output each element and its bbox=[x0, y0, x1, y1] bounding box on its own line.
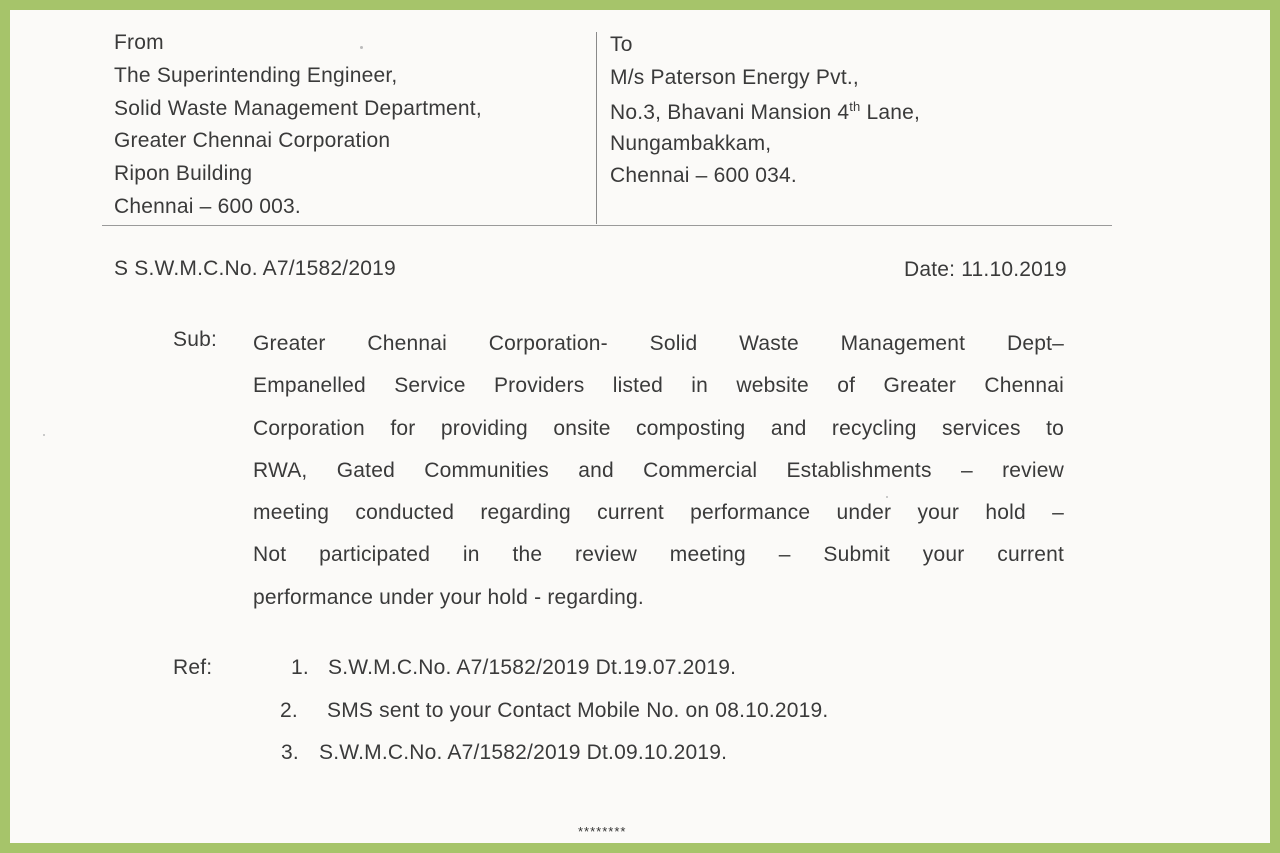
to-street-suffix: Lane, bbox=[860, 101, 921, 124]
reference-number: S S.W.M.C.No. A7/1582/2019 bbox=[114, 257, 396, 280]
reference-item-text: SMS sent to your Contact Mobile No. on 08.10.2019. bbox=[327, 699, 829, 722]
scan-speck bbox=[360, 46, 363, 49]
reference-item-number: 3. bbox=[281, 741, 299, 764]
subject-line: meeting conducted regarding current performance under your hold – bbox=[253, 501, 1064, 525]
from-line: Chennai – 600 003. bbox=[114, 195, 301, 218]
to-line bbox=[610, 99, 920, 125]
subject-line: RWA, Gated Communities and Commercial Establishments – review bbox=[253, 458, 1064, 482]
header-rule bbox=[102, 225, 1112, 226]
subject-text bbox=[253, 323, 1064, 619]
reference-item-number: 1. bbox=[291, 656, 309, 679]
reference-item-text: S.W.M.C.No. A7/1582/2019 Dt.09.10.2019. bbox=[319, 741, 728, 764]
to-line: Chennai – 600 034. bbox=[610, 164, 797, 187]
from-line: Ripon Building bbox=[114, 162, 253, 185]
to-line: M/s Paterson Energy Pvt., bbox=[610, 66, 859, 89]
subject-line: Corporation for providing onsite composting and recycling services to bbox=[253, 416, 1064, 440]
reference-label: Ref: bbox=[173, 656, 213, 679]
to-label: To bbox=[610, 33, 633, 56]
from-line: Greater Chennai Corporation bbox=[114, 129, 391, 152]
section-separator: ******** bbox=[578, 824, 627, 839]
reference-item-text: S.W.M.C.No. A7/1582/2019 Dt.19.07.2019. bbox=[328, 656, 737, 679]
subject-line: Greater Chennai Corporation- Solid Waste Management Dept– bbox=[253, 332, 1064, 355]
from-line: The Superintending Engineer, bbox=[114, 64, 398, 87]
reference-item-number: 2. bbox=[280, 699, 298, 722]
letter-date: Date: 11.10.2019 bbox=[904, 258, 1067, 281]
from-line: Solid Waste Management Department, bbox=[114, 97, 482, 120]
ordinal-superscript: th bbox=[849, 99, 861, 114]
from-label: From bbox=[114, 31, 164, 54]
scan-speck bbox=[886, 496, 888, 498]
subject-label: Sub: bbox=[173, 328, 217, 351]
scan-speck bbox=[43, 434, 45, 436]
to-street: No.3, Bhavani Mansion 4 bbox=[610, 101, 850, 124]
address-divider bbox=[596, 32, 597, 224]
subject-line: Empanelled Service Providers listed in website of Greater Chennai bbox=[253, 374, 1064, 398]
to-line: Nungambakkam, bbox=[610, 132, 772, 155]
subject-line: performance under your hold - regarding. bbox=[253, 585, 644, 609]
subject-line: Not participated in the review meeting – Submit your current bbox=[253, 543, 1064, 567]
letter-page bbox=[10, 10, 1270, 843]
